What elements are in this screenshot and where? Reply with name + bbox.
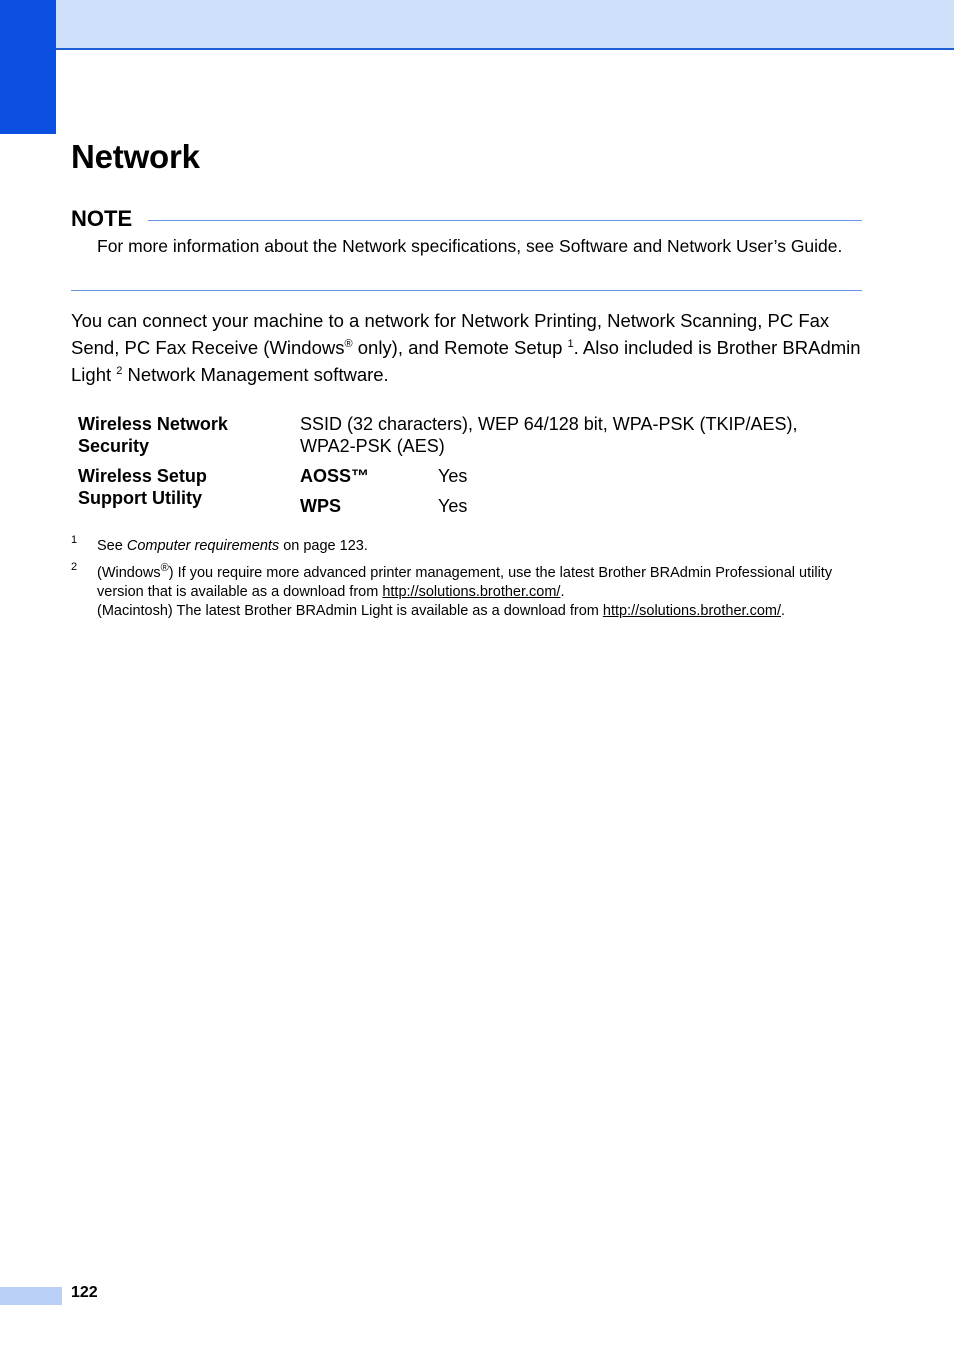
intro-text-2: only), and Remote Setup xyxy=(352,337,568,358)
intro-text-1: You can connect your machine to a network for Network Printing, Network Scanning, PC Fax Send, PC Fax Receive (Windows xyxy=(71,310,830,358)
note-label: NOTE xyxy=(71,206,133,231)
chapter-tab xyxy=(0,0,56,134)
footnote-2-para-1 xyxy=(97,564,867,602)
spec-label-setup xyxy=(78,465,278,509)
footnote-ref-2[interactable]: 2 xyxy=(116,364,123,377)
note-bottom-rule xyxy=(71,290,862,291)
footnote-2-dot1: . xyxy=(560,584,565,600)
spec-label-security-line2: Security xyxy=(78,436,150,456)
footnote-2-line1: ) If you require more advanced printer management, use the latest Brother BRAdmin Professional utility version that is available as a download from xyxy=(97,565,833,600)
footnote-1-pre: See xyxy=(97,538,127,554)
page-title: Network xyxy=(71,138,200,175)
brother-solutions-link-1[interactable]: http://solutions.brother.com/ xyxy=(382,584,561,600)
page-number-tab xyxy=(0,1287,62,1305)
intro-paragraph xyxy=(71,307,871,388)
footnote-2-pre: (Windows xyxy=(97,565,161,581)
brother-solutions-link-2[interactable]: http://solutions.brother.com/ xyxy=(602,603,781,619)
footnote-1-number: 1 xyxy=(71,534,78,546)
spec-value-aoss: Yes xyxy=(438,466,468,486)
footnote-2-line2: (Macintosh) The latest Brother BRAdmin Light is available as a download from xyxy=(97,603,603,619)
spec-key-aoss: AOSS™ xyxy=(300,466,370,486)
spec-key-wps: WPS xyxy=(300,496,342,516)
registered-mark: ® xyxy=(344,337,353,350)
footnote-2-para-2 xyxy=(97,602,867,621)
spec-label-setup-line2: Support Utility xyxy=(78,488,202,508)
spec-value-security xyxy=(300,413,798,457)
footnote-ref-1[interactable]: 1 xyxy=(567,337,574,350)
footnote-1-post: on page 123. xyxy=(279,538,368,554)
note-header xyxy=(71,206,862,232)
intro-text-3: . Also included is Brother BRAdmin Light xyxy=(71,337,861,385)
footnote-2-dot2: . xyxy=(781,603,786,619)
footnote-1-italic: Computer requirements xyxy=(126,538,280,554)
spec-label-security-line1: Wireless Network xyxy=(78,414,228,434)
spec-value-security-line1: SSID (32 characters), WEP 64/128 bit, WPA-PSK (TKIP/AES), xyxy=(300,414,798,434)
footnote-2-registered: ® xyxy=(160,562,169,575)
page-number: 122 xyxy=(71,1284,98,1301)
intro-text-4: Network Management software. xyxy=(122,364,389,385)
note-top-rule xyxy=(148,220,862,221)
spec-value-security-line2: WPA2-PSK (AES) xyxy=(300,436,445,456)
spec-label-setup-line1: Wireless Setup xyxy=(78,466,207,486)
footnote-2-number: 2 xyxy=(71,561,78,573)
spec-value-wps: Yes xyxy=(438,496,468,516)
spec-label-security xyxy=(78,413,278,457)
footnote-1-text xyxy=(97,537,867,556)
header-band xyxy=(56,0,954,50)
footnote-2-text xyxy=(97,564,867,621)
note-text: For more information about the Network specifications, see Software and Network User’s Guide. xyxy=(97,236,843,256)
